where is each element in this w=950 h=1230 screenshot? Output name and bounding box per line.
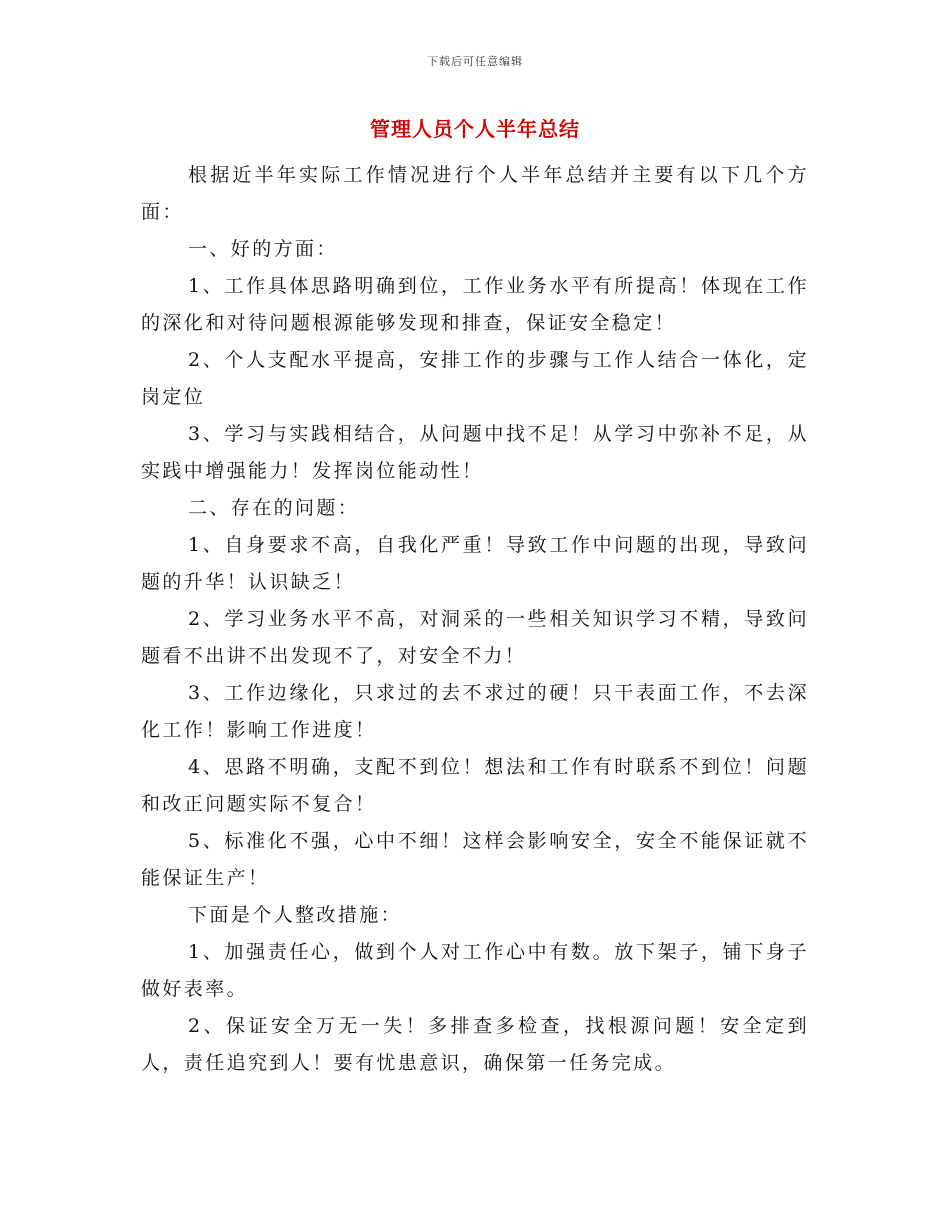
document-title: 管理人员个人半年总结 bbox=[370, 117, 580, 141]
paragraph-problem-1: 1、自身要求不高，自我化严重！导致工作中问题的出现，导致问题的升华！认识缺乏！ bbox=[141, 534, 809, 593]
paragraph-problem-3: 3、工作边缘化，只求过的去不求过的硬！只干表面工作，不去深化工作！影响工作进度！ bbox=[141, 682, 809, 741]
paragraph-problem-4: 4、思路不明确，支配不到位！想法和工作有时联系不到位！问题和改正问题实际不复合！ bbox=[141, 756, 809, 815]
paragraph-measure-1: 1、加强责任心，做到个人对工作心中有数。放下架子，铺下身子做好表率。 bbox=[141, 941, 809, 1000]
paragraph-strength-1: 1、工作具体思路明确到位，工作业务水平有所提高！体现在工作的深化和对待问题根源能够发现和排查，保证安全稳定！ bbox=[141, 275, 809, 334]
header-note: 下载后可任意编辑 bbox=[427, 55, 523, 68]
paragraph-problem-5: 5、标准化不强，心中不细！这样会影响安全，安全不能保证就不能保证生产！ bbox=[141, 830, 809, 889]
paragraph-intro: 根据近半年实际工作情况进行个人半年总结并主要有以下几个方面： bbox=[141, 164, 809, 223]
section-heading-strengths: 一、好的方面： bbox=[188, 238, 338, 260]
paragraph-problem-2: 2、学习业务水平不高，对洞采的一些相关知识学习不精，导致问题看不出讲不出发现不了，对安全不力！ bbox=[141, 608, 809, 667]
section-heading-measures: 下面是个人整改措施： bbox=[188, 904, 403, 926]
paragraph-strength-2: 2、个人支配水平提高，安排工作的步骤与工作人结合一体化，定岗定位 bbox=[141, 349, 809, 408]
section-heading-problems: 二、存在的问题： bbox=[188, 497, 360, 519]
document-body bbox=[141, 157, 809, 1082]
paragraph-strength-3: 3、学习与实践相结合，从问题中找不足！从学习中弥补不足，从实践中增强能力！发挥岗位能动性！ bbox=[141, 423, 809, 482]
paragraph-measure-2: 2、保证安全万无一失！多排查多检查，找根源问题！安全定到人，责任追究到人！要有忧患意识，确保第一任务完成。 bbox=[141, 1015, 809, 1074]
